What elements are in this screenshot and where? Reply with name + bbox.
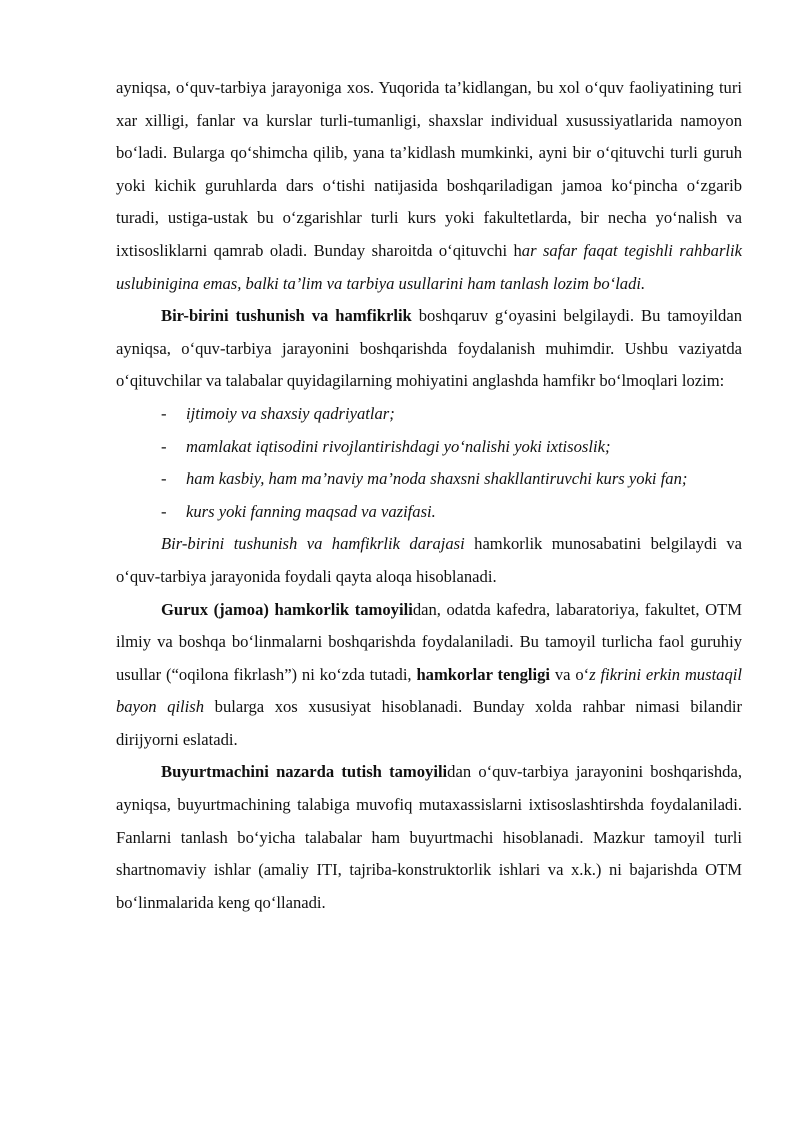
paragraph-1 <box>116 72 742 300</box>
paragraph-2-text: boshqaruv g‘oyasini belgilaydi. Bu tamoyildan ayniqsa, o‘quv-tarbiya jarayonini boshqarishda foydalanish muhimdir. Ushbu vaziyatda o‘qituvchilar va talabalar quyidagilarning mohiyatini anglashda hamfikr bo‘lmoqlari lozim: <box>116 306 742 391</box>
list-dash: - <box>161 436 167 456</box>
paragraph-2 <box>116 300 742 398</box>
list-item <box>116 398 742 431</box>
list-dash: - <box>161 501 167 521</box>
paragraph-5-text: dan o‘quv-tarbiya jarayonini boshqarishda, ayniqsa, buyurtmachining talabiga muvofiq mutaxassislarni ixtisoslashtirshda foydalaniladi. Fanlarni tanlash bo‘yicha talabalar ham buyurtmachi hisoblanadi. Mazkur tamoyil turli shartnomaviy ishlar (amaliy ITI, tajriba-konstruktorlik ishlari va x.k.) ni bajarishda OTM bo‘linmalarida keng qo‘llanadi. <box>116 762 742 912</box>
list-item-text: kurs yoki fanning maqsad va vazifasi. <box>186 501 436 521</box>
paragraph-4-bold-lead: Gurux (jamoa) hamkorlik tamoyili <box>161 599 413 619</box>
paragraph-4-italic-mid: z fikrini erkin mustaqil bayon qilish <box>116 664 742 717</box>
paragraph-4-text-2: va o‘ <box>550 664 590 684</box>
paragraph-4-bold-mid: hamkorlar tengligi <box>416 664 551 684</box>
list-item-text: ijtimoiy va shaxsiy qadriyatlar; <box>186 403 395 423</box>
paragraph-2-bold-lead: Bir-birini tushunish va hamfikrlik <box>161 306 412 326</box>
paragraph-1-italic-text: ar safar faqat tegishli rahbarlik uslubinigina emas, balki ta’lim va tarbiya usullarini ham tanlash lozim bo‘ladi. <box>116 240 742 293</box>
paragraph-5 <box>116 756 742 919</box>
paragraph-3-text: hamkorlik munosabatini belgilaydi va o‘quv-tarbiya jarayonida foydali qayta aloqa hisoblanadi. <box>116 534 743 586</box>
list-item <box>116 496 742 529</box>
paragraph-3 <box>116 528 742 593</box>
paragraph-1-text: ayniqsa, o‘quv-tarbiya jarayoniga xos. Yuqorida ta’kidlangan, bu xol o‘quv faoliyatining turi xar xilligi, fanlar va kurslar turli-tumanligi, shaxslar individual xusussiyatlarida namoyon bo‘ladi. Bularga qo‘shimcha qilib, yana ta’kidlash mumkinki, ayni bir o‘qituvchi turli guruh yoki kichik guruhlarda dars o‘tishi natijasida boshqariladigan jamoa ko‘pincha o‘zgarib turadi, ustiga-ustak bu o‘zgarishlar turli kurs yoki fakultetlarda, bir necha yo‘nalish va ixtisosliklarni qamrab oladi. Bunday sharoitda o‘qituvchi h <box>116 78 742 260</box>
list-dash: - <box>161 469 167 489</box>
paragraph-3-italic-lead: Bir-birini tushunish va hamfikrlik darajasi <box>161 534 465 554</box>
list-dash: - <box>161 403 167 423</box>
document-body <box>116 72 742 919</box>
paragraph-4-text-3: bularga xos xususiyat hisoblanadi. Bunday xolda rahbar nimasi bilandir dirijyorni eslatadi. <box>116 697 743 749</box>
list-item-text: mamlakat iqtisodini rivojlantirishdagi yo‘nalishi yoki ixtisoslik; <box>186 436 611 456</box>
paragraph-4 <box>116 594 742 757</box>
paragraph-5-bold-lead: Buyurtmachini nazarda tutish tamoyili <box>161 762 448 782</box>
values-list <box>116 398 742 528</box>
list-item <box>116 431 742 464</box>
list-item-text: ham kasbiy, ham ma’naviy ma’noda shaxsni shakllantiruvchi kurs yoki fan; <box>186 469 688 489</box>
paragraph-4-text-1: dan, odatda kafedra, labaratoriya, fakultet, OTM ilmiy va boshqa bo‘linmalarni boshqarishda foydalaniladi. Bu tamoyil turlicha faol guruhiy usullar (“oqilona fikrlash”) ni ko‘zda tutadi, <box>116 599 742 684</box>
list-item <box>116 463 742 496</box>
